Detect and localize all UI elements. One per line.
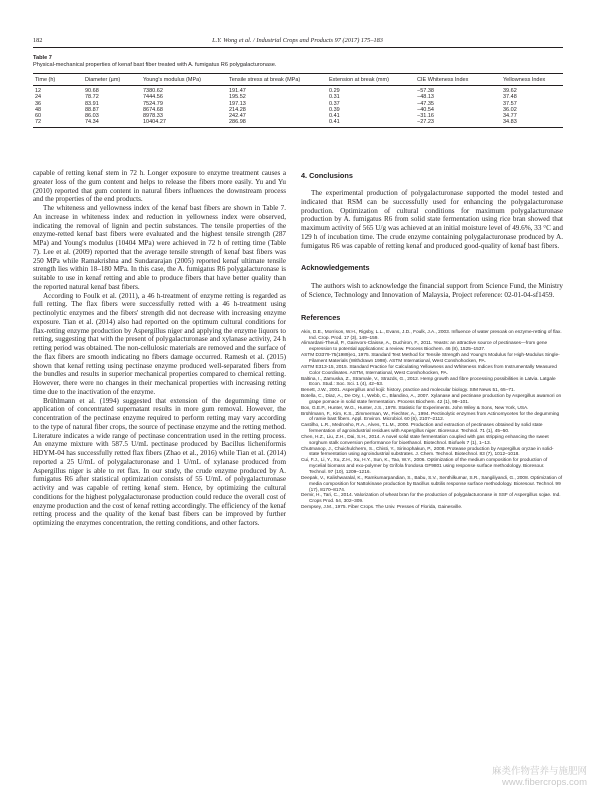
- reference-item[interactable]: Alimardani-Theuil, P., Gainvors-Claisse, A., Duchiron, F., 2011. Yeasts: an attractive source of pectinases—from gene expression to potential applications: a review. Process Biochem. 46 (8), 1525–1537.: [301, 341, 548, 353]
- reference-item[interactable]: ASTM D3379-75(1989)e1, 1975. Standard Test Method for Tensile Strength and Young's Modulus for High-Modulus Single-Filament Materials (Withdrawn 1998). ASTM International, West Conshohocken, PA.: [301, 353, 560, 364]
- table-cell: 286.98: [227, 119, 327, 127]
- table-cell: 90.68: [85, 88, 99, 94]
- table-cell: 78.72: [85, 94, 99, 101]
- table-cell: 37.57: [503, 100, 517, 107]
- table-cell: 34.77: [503, 113, 517, 120]
- body-paragraph: The whiteness and yellowness index of the kenaf bast fibers are shown in Table 7. An increase in whiteness index and reduction in yellowness index were observed, indicating the removal of lignin and pectin substances. The tensile properties of the enzyme-retted kenaf bast fibers were evaluated and the highest tensile strength (287 MPa) and Young's modulus (10404 MPa) were achieved in 72 h of retting time (Table 7). Lee et al. (2009) reported that the average tensile strength of kenaf bast fibers was 250 MPa while Ramakrishna and Sundararajan (2005) reported kenaf ultimate tensile strength lies within 18–180 MPa. In this case, the A. fumigatus R6 polygalacturonase is suitable to use in kenaf retting and able to produce fibers that have better quality than the reported natural kenaf bast fibers.: [33, 204, 286, 291]
- journal-citation: L.Y. Wong et al. / Industrial Crops and Products 97 (2017) 175–183: [212, 37, 383, 44]
- body-paragraph: Brühlmann et al. (1994) suggested that extension of the degumming time or application of concentrated supernatant results in more gum removal. However, the concentration of the pectinase enzyme required to perform retting may vary according to the type of natural fiber crops, the source of pectinase enzyme and the retting method. Literature indicates a wide range of pectinase concentration used in the retting process. An enzyme mixture with 587.5 U/mL pectinase produced by Bacillus licheniformis HDYM-04 has successfully retted flax fibers (Zhao et al., 2016) while Tian et al. (2014) reported a 25 U/mL of polygalacturonase and 1 U/mL of xylanase produced from Aspergillus niger is able to ret flax. In our study, the crude enzyme produced by A. fumigatus R6 after statistical optimization consists of 55 U/mL of polygalacturonase activity and was capable of retting kenaf stem. Hence, by optimizing the cultural conditions for the highest polygalacturonase production could reduce the overall cost of enzyme production and the cost of kenaf retting accordingly. The efficiency of the kenaf retting process and the quality of the kenaf bast fibers can be improved by further optimizing the enzymes concentration, the retting conditions, and other factors.: [33, 396, 286, 527]
- reference-item[interactable]: Box, G.E.P., Hunter, W.G., Hunter, J.S., 1978. Statistic for Experiments. John Wiley & Sons, New York, USA.: [301, 405, 529, 411]
- table-cell: 86.03: [85, 113, 99, 120]
- table-caption: [33, 55, 563, 69]
- table-cell: 48: [35, 106, 42, 113]
- body-paragraph: According to Foulk et al. (2011), a 46 h-treatment of enzyme retting is regarded as full retting. The flax fibers were successfully retted with a 46 h-treatment using pectinolytic enzymes and the fibers' strength did not decrease with increasing enzyme exposure. Tian et al. (2014) also had reported on the optimum cultural conditions for flax-retting enzyme production by Aspergillus niger and applying the enzyme liquors to retting, suggesting that with the present of polygalacturonase and xylanase activity, 24 h retting period was obtained. The non-cellulosic materials are removed and the surface of the flax fibers are smooth indicating no fibers damage occurred. Ramesh et al. (2015) shown that kenaf retting using pectinase enzyme produced well-separated fibers from the bundles and results in superior mechanical properties compared to chemical retting. However, there were no changes in their mechanical properties with increasing retting time due to the inactivation of the enzyme.: [33, 291, 286, 396]
- reference-item[interactable]: Chen, H.Z., Liu, Z.H., Dai, S.H., 2014. A novel solid state fermentation coupled with gas stripping enhancing the sweet sorghum stalk conversion performance for bioethanol. Biotechnol. Biofuels 7 (1), 1–13.: [301, 434, 549, 446]
- conclusions-text: The experimental production of polygalacturonase supported the model tested and indicated that RSM can be successfully used for enhancing the polygalacturonase production. Optimization of cultural conditions for maximum polygalacturonase production by A. fumigatus R6 from solid state fermentation using rice bran showed that maximum activity of 565 U/g was achieved at an initial moisture level of 49.6%, 33 °C and 129 h of incubation time. The crude enzyme containing polygalacturonase produced by A. fumigatus R6 was capable of retting kenaf and produced good-quality of kenaf bast fibers.: [301, 189, 563, 250]
- left-column: [33, 169, 286, 528]
- table-cell: −57.38: [417, 88, 434, 94]
- reference-item[interactable]: Brühlmann, F., Kim, K.S., Zimmerman, W., Fiechter, A., 1994. Pectinolytic enzymes from Actinomycetes for the degumming of ramie bast fibers. Appl. Environ. Microbiol. 60 (6), 2107–2112.: [301, 411, 560, 423]
- table-cell: 37.48: [503, 94, 517, 101]
- column-header: Young's modulus (MPa): [141, 74, 227, 86]
- reference-list: [301, 330, 563, 511]
- reference-item[interactable]: Benett, J.W., 2001. Aspergillus and kojii: history, practice and molecular biology. SIM News 51, 65–71.: [301, 388, 515, 394]
- table-cell: 7444.56: [143, 94, 163, 101]
- reference-item[interactable]: Cui, F.J., Li, Y., Xu, Z.H., Xu, H.Y., Sun, K., Tao, W.Y., 2006. Optimization of the medium composition for production of mycelial biomass and exo-polymer by Grifola frondosa GF9801 using response surface methodology. Bioresour. Technol. 97 (10), 1209–1216.: [301, 458, 548, 475]
- table-cell: 34.83: [501, 119, 563, 127]
- page-number: 182: [33, 37, 43, 44]
- body-paragraph: capable of retting kenaf stem in 72 h. Longer exposure to enzyme treatment causes a greater loss of the gum content and helps to release the fibers more easily. Yu and Yu (2010) reported that gum content in natural fibers influences the downstream process and the properties of the end products.: [33, 169, 286, 204]
- table-cell: 83.91: [85, 100, 99, 107]
- header-rule: [33, 47, 563, 48]
- table-cell: 10404.27: [141, 119, 227, 127]
- references-heading: References: [301, 312, 341, 322]
- table-cell: −47.35: [417, 100, 434, 107]
- column-header: Tensile stress at break (MPa): [227, 74, 327, 86]
- table-cell: 60: [35, 113, 42, 120]
- reference-item[interactable]: Castilho, L.R., Medronho, R.A., Alves, T.L.M., 2000. Production and extraction of pectinases obtained by solid state fermentation of agroindustrial residues with Aspergillus niger. Bioresour. Technol. 71 (1), 45–50.: [301, 423, 543, 435]
- reference-item[interactable]: Demir, H., Tari, C., 2014. Valorization of wheat bran for the production of polygalacturonase in SSF of Aspergillus sojae. Ind. Crops Prod. 54, 302–309.: [301, 493, 561, 505]
- reference-item[interactable]: Deepak, V., Kalishwaralal, K., Ramkumarpandian, S., Babu, S.V., Senthilkumar, S.R., Sangiliyandi, G., 2008. Optimization of media composition for Nattokinase production by Bacillus subtilis response surface methodology. Bioresour. Technol. 99 (17), 8170–8174.: [301, 475, 563, 493]
- table-cell: 191.47: [229, 88, 246, 94]
- table-label: Table 7: [33, 55, 52, 61]
- table-cell: −40.54: [417, 106, 434, 113]
- table-caption-text: Physical-mechanical properties of kenaf bast fiber treated with A. fumigatus R6 polygalacturonase.: [33, 62, 277, 68]
- table-cell: −27.23: [415, 119, 501, 127]
- site-watermark: [492, 766, 587, 788]
- watermark-line-1: 麻类作物营养与施肥网: [491, 766, 587, 777]
- right-column: [301, 171, 563, 511]
- table-cell: 88.87: [85, 106, 99, 113]
- table-cell: 197.13: [229, 100, 246, 107]
- table-cell: 72: [33, 119, 83, 127]
- table-cell: 7380.62: [143, 88, 163, 94]
- table-cell: 8674.68: [143, 106, 163, 113]
- table-cell: 74.34: [83, 119, 141, 127]
- table-cell: −48.13: [417, 94, 434, 101]
- table-cell: 0.41: [329, 113, 340, 120]
- reference-item[interactable]: Dempsey, J.M., 1975. Fiber Crops. The Univ. Presses of Florida, Gainesville.: [301, 505, 463, 511]
- table-cell: 12: [35, 88, 42, 94]
- acknowledgements-text: The authors wish to acknowledge the financial support from Science Fund, the Ministry of Science, Technology and Innovation of Malaysia, Project reference: 02-01-04-sf1459.: [301, 282, 563, 299]
- table-cell: 36.02: [503, 106, 517, 113]
- reference-item[interactable]: Botella, C., Diaz, A., De Ory, I., Webb, C., Blandino, A., 2007. Xylanase and pectinase production by Aspergillus awamori on grape pomace in solid state fermentation. Process Biochem. 42 (1), 98–101.: [301, 394, 562, 405]
- table-cell: 36: [35, 100, 42, 107]
- reference-item[interactable]: Baltina, I., Zamuska, Z., Stramale, V., Strazds, G., 2012. Hemp growth and fibre processing possibilities in Latvia. Latgale Econ. Stud.: Soc. Sci. 1 (4), 42–53.: [301, 376, 556, 388]
- table-cell: 8978.33: [143, 113, 163, 120]
- column-header: CIE Whiteness Index: [415, 74, 501, 86]
- data-table: [33, 73, 563, 128]
- table-row: [33, 86, 563, 95]
- acknowledgements-heading: Acknowledgements: [301, 263, 370, 273]
- reference-item[interactable]: ASTM E313-15, 2015. Standard Practice for Calculating Yellowness and Whiteness Indices from Instrumentally Measured Color Coordinates. ASTM, International, West Conshohocken, PA.: [301, 364, 557, 376]
- table-cell: 7524.79: [143, 100, 163, 107]
- watermark-line-2: www.fibercrops.com: [502, 777, 587, 788]
- table-header-row: [33, 74, 563, 86]
- conclusions-section: [301, 189, 563, 250]
- table-cell: 0.41: [327, 119, 415, 127]
- table-cell: 195.52: [229, 94, 246, 101]
- table-cell: −31.16: [417, 113, 434, 120]
- table-row: [33, 119, 563, 127]
- reference-item[interactable]: Akin, D.E., Morrison, W.H., Rigsby, L.L., Evans, J.D., Foulk, J.A., 2003. Influence of water presoak on enzyme-retting of flax. Ind. Crop. Prod. 17 (3), 149–159.: [301, 329, 562, 341]
- table-cell: 0.29: [329, 88, 340, 94]
- table-cell: 242.47: [229, 113, 246, 120]
- table-cell: 214.28: [229, 106, 246, 113]
- table-cell: 0.31: [329, 94, 340, 101]
- reference-item[interactable]: Chutmanop, J., Chuichulcherm, S., Chisti, Y., Sirinophakun, P., 2008. Protease production by Aspergillus oryzae in solid-state fermentation using agroindustrial substrates. J. Chem. Technol. Biotechnol. 83 (7), 1012–1018.: [301, 446, 554, 458]
- column-header: Yellowness Index: [501, 74, 563, 86]
- column-header: Extension at break (mm): [327, 74, 415, 86]
- column-header: Time (h): [33, 74, 83, 86]
- table-cell: 24: [35, 94, 42, 101]
- table-cell: 0.37: [329, 100, 340, 107]
- table-cell: 39.62: [503, 88, 517, 94]
- acknowledgements-section: [301, 282, 563, 300]
- table-cell: 0.39: [329, 106, 340, 113]
- column-header: Diameter (µm): [83, 74, 141, 86]
- conclusions-heading: 4. Conclusions: [301, 171, 353, 180]
